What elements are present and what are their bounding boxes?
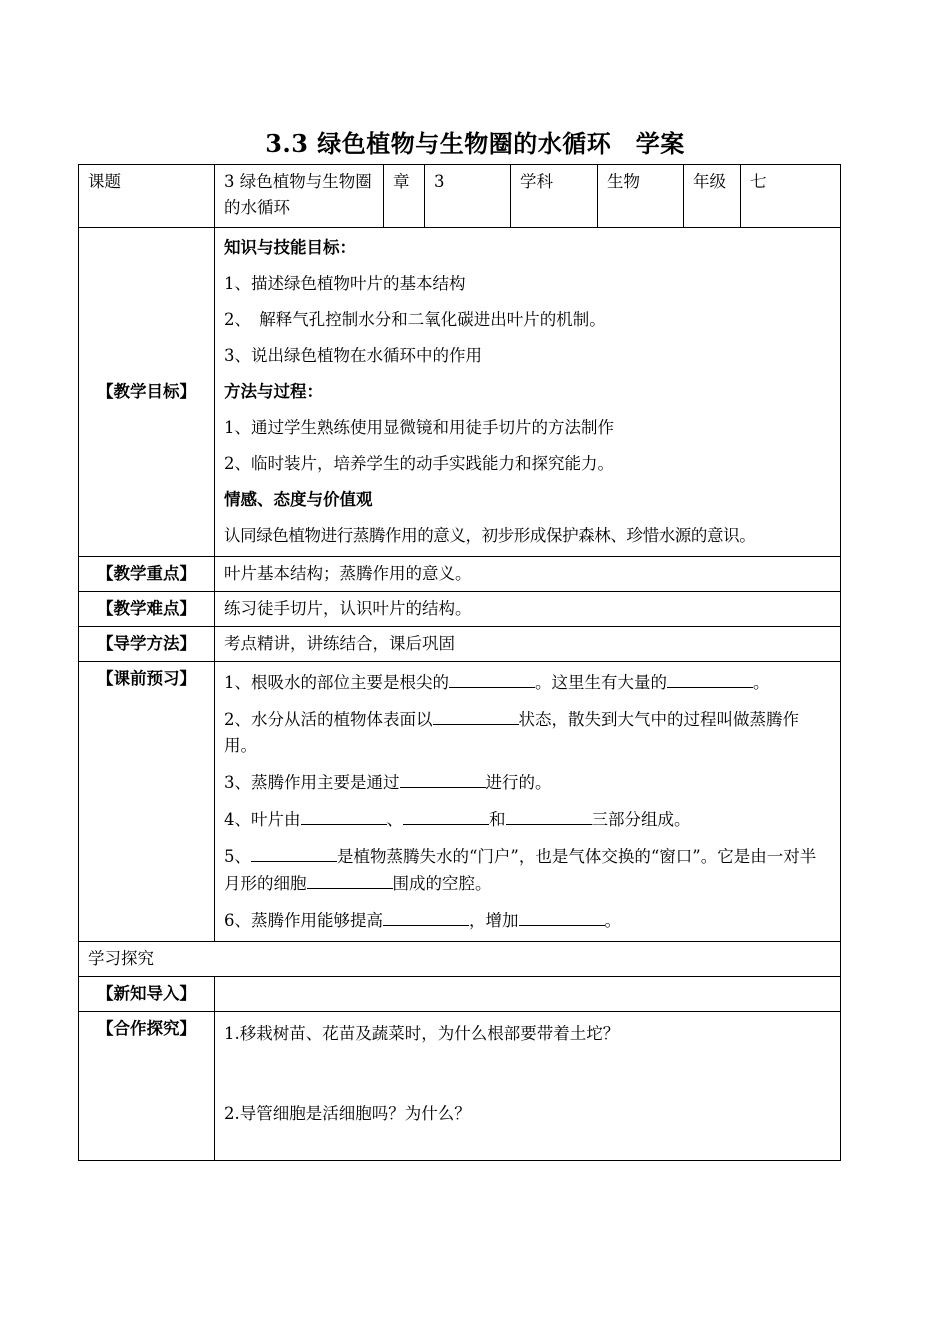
method-item: 1、通过学生熟练使用显微镜和用徒手切片的方法制作 [224,418,614,437]
lesson-plan-table [78,164,841,1161]
objectives-label: 【教学目标】 [79,228,215,557]
topic-label: 课题 [79,165,215,228]
emotion-item: 认同绿色植物进行蒸腾作用的意义，初步形成保护森林、珍惜水源的意识。 [224,526,756,545]
objectives-content [215,228,841,557]
study-explore-row [79,942,841,977]
cooperate-row [79,1012,841,1161]
guide-method-label: 【导学方法】 [79,627,215,662]
study-explore-label: 学习探究 [79,942,841,977]
info-row [79,165,841,228]
preview-row [79,662,841,942]
preview-question-2: 2、水分从活的植物体表面以 状态，散失到大气中的过程叫做蒸腾作用。 [224,701,831,764]
subject-label: 学科 [511,165,598,228]
new-intro-label: 【新知导入】 [79,977,215,1012]
chapter-label: 章 [384,165,425,228]
difficult-points-value: 练习徒手切片，认识叶片的结构。 [215,592,841,627]
preview-question-4: 4、叶片由 、 和 三部分组成。 [224,801,831,838]
chapter-value: 3 [425,165,511,228]
fill-blank [251,843,337,862]
key-points-row [79,557,841,592]
cooperate-label: 【合作探究】 [79,1012,215,1161]
fill-blank [403,806,489,825]
knowledge-item: 1、描述绿色植物叶片的基本结构 [224,274,466,293]
knowledge-item: 3、说出绿色植物在水循环中的作用 [224,346,482,365]
preview-question-5: 5、 是植物蒸腾失水的“门户”，也是气体交换的“窗口”。它是由一对半月形的细胞 围成的空腔。 [224,838,831,902]
preview-content [215,662,841,942]
difficult-points-row [79,592,841,627]
guide-method-row [79,627,841,662]
knowledge-item: 2、 解释气孔控制水分和二氧化碳进出叶片的机制。 [224,310,606,329]
subject-value: 生物 [598,165,684,228]
key-points-label: 【教学重点】 [79,557,215,592]
preview-question-3: 3、蒸腾作用主要是通过 进行的。 [224,764,831,801]
emotion-heading: 情感、态度与价值观 [224,490,373,509]
answer-space [224,1052,831,1096]
grade-label: 年级 [684,165,741,228]
objectives-row [79,228,841,557]
key-points-value: 叶片基本结构；蒸腾作用的意义。 [215,557,841,592]
difficult-points-label: 【教学难点】 [79,592,215,627]
cooperate-content [215,1012,841,1161]
fill-blank [506,806,592,825]
method-item: 2、临时装片，培养学生的动手实践能力和探究能力。 [224,454,614,473]
cooperate-question: 2.导管细胞是活细胞吗？为什么？ [224,1104,471,1123]
fill-blank [301,806,387,825]
fill-blank [519,907,605,926]
fill-blank [449,669,535,688]
knowledge-heading: 知识与技能目标： [224,238,356,257]
cooperate-question: 1.移栽树苗、花苗及蔬菜时，为什么根部要带着土坨？ [224,1024,620,1043]
fill-blank [667,669,753,688]
preview-question-1: 1、根吸水的部位主要是根尖的 。这里生有大量的 。 [224,664,831,701]
fill-blank [383,907,469,926]
grade-value: 七 [741,165,841,228]
page-title: 3.3 绿色植物与生物圈的水循环 学案 [265,129,685,158]
fill-blank [433,706,519,725]
fill-blank [307,870,393,889]
method-heading: 方法与过程： [224,382,323,401]
preview-question-6: 6、蒸腾作用能够提高 ，增加 。 [224,902,831,939]
preview-label: 【课前预习】 [79,662,215,942]
topic-value: 3 绿色植物与生物圈的水循环 [215,165,384,228]
new-intro-row [79,977,841,1012]
guide-method-value: 考点精讲，讲练结合，课后巩固 [215,627,841,662]
new-intro-value [215,977,841,1012]
fill-blank [400,769,486,788]
